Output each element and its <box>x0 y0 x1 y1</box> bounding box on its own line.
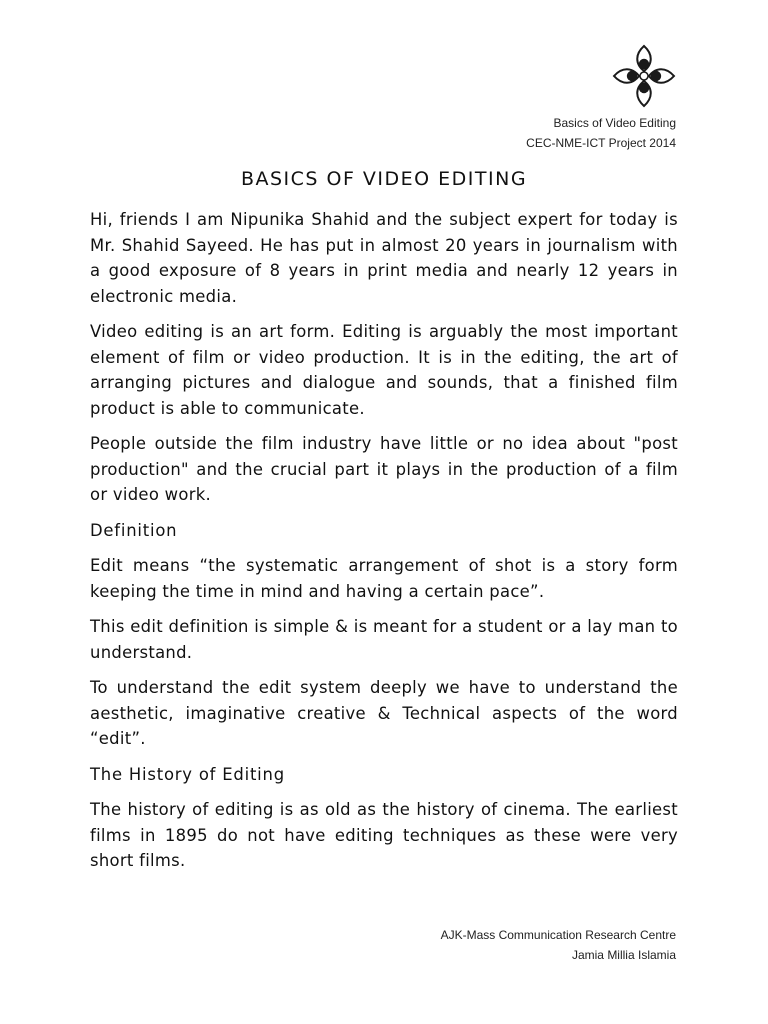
project-name: CEC-NME-ICT Project 2014 <box>526 136 676 150</box>
document-body <box>90 207 678 884</box>
page-title: BASICS OF VIDEO EDITING <box>240 168 528 190</box>
definition-paragraph: Edit means “the systematic arrangement of shot is a story form keeping the time in mind and having a certain pace”. <box>90 556 678 601</box>
definition-note-paragraph: This edit definition is simple & is meant for a student or a lay man to understand. <box>90 617 678 662</box>
flower-ornament-icon <box>612 44 676 108</box>
document-footer <box>441 925 676 965</box>
course-title: Basics of Video Editing <box>553 116 676 130</box>
post-production-paragraph: People outside the film industry have little or no idea about "post production" and the crucial part it plays in the production of a film or video work. <box>90 434 678 504</box>
edit-system-paragraph: To understand the edit system deeply we have to understand the aesthetic, imaginative creative & Technical aspects of the word “edit”. <box>90 678 678 748</box>
footer-organization: AJK-Mass Communication Research Centre <box>440 928 676 942</box>
art-form-paragraph: Video editing is an art form. Editing is arguably the most important element of film or video production. It is in the editing, the art of arranging pictures and dialogue and sounds, that a finished film product is able to communicate. <box>90 322 678 418</box>
definition-heading: Definition <box>90 520 178 540</box>
intro-paragraph: Hi, friends I am Nipunika Shahid and the subject expert for today is Mr. Shahid Sayeed. He has put in almost 20 years in journalism with a good exposure of 8 years in print media and nearly 12 years in electronic media. <box>90 210 678 306</box>
history-heading: The History of Editing <box>90 764 285 784</box>
footer-university: Jamia Millia Islamia <box>571 948 676 962</box>
document-header <box>526 113 676 153</box>
history-paragraph: The history of editing is as old as the history of cinema. The earliest films in 1895 do not have editing techniques as these were very short films. <box>90 800 678 870</box>
